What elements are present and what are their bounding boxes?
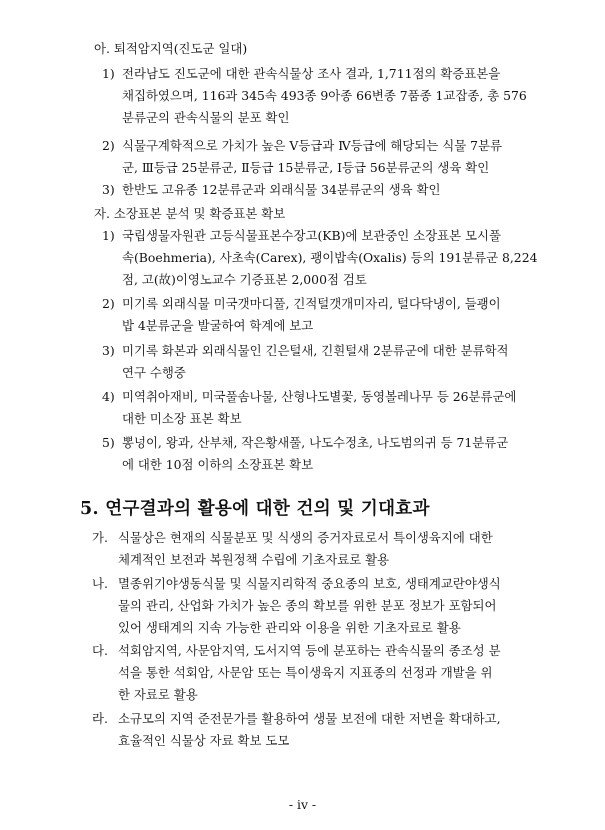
item-text: 전라남도 진도군에 대한 관속식물상 조사 결과, 1,711점의 확증표본을 (122, 66, 501, 81)
item-label: 라. (92, 711, 108, 726)
item-text: 밥 4분류군을 발굴하여 학계에 보고 (122, 318, 314, 333)
item-number: 2) (102, 296, 115, 311)
subsection-heading-a: 아. 퇴적암지역(진도군 일대) (94, 41, 248, 56)
item-text: 미역취아재비, 미국풀솜나물, 산형나도별꽃, 동영볼레나무 등 26분류군에 (122, 389, 517, 404)
item-text: 효율적인 식물상 자료 확보 도모 (118, 733, 290, 748)
item-text: 연구 수행중 (122, 365, 186, 380)
item-number: 3) (102, 343, 115, 358)
item-number: 1) (102, 66, 115, 81)
item-text: 멸종위기야생동식물 및 식물지리학적 중요종의 보호, 생태계교란야생식 (118, 576, 501, 591)
item-text: 에 대한 10점 이하의 소장표본 확보 (122, 457, 314, 472)
item-text: 국립생물자원관 고등식물표본수장고(KB)에 보관중인 소장표본 모시풀 (122, 228, 501, 243)
item-text: 물의 관리, 산업화 가치가 높은 종의 확보를 위한 분포 정보가 포함되어 (118, 598, 497, 613)
item-text: 미기록 화본과 외래식물인 긴은털새, 긴흰털새 2분류군에 대한 분류학적 (122, 343, 509, 358)
item-label: 다. (92, 643, 108, 658)
section-heading: 5. 연구결과의 활용에 대한 건의 및 기대효과 (80, 499, 430, 519)
item-number: 5) (102, 435, 115, 450)
item-text: 있어 생태계의 지속 가능한 관리와 이용을 위한 기초자료로 활용 (118, 620, 461, 635)
item-text: 점, 고(故)이영노교수 기증표본 2,000점 검토 (122, 272, 367, 287)
item-text: 군, Ⅲ등급 25분류군, Ⅱ등급 15분류군, Ⅰ등급 56분류군의 생육 확인 (122, 160, 490, 175)
item-text: 뽕넝이, 왕과, 산부채, 작은황새풀, 나도수정초, 나도범의귀 등 71분류군 (122, 435, 509, 450)
item-text: 체계적인 보전과 복원정책 수립에 기초자료로 활용 (118, 552, 390, 567)
item-text: 석을 통한 석회암, 사문암 또는 특이생육지 지표종의 선정과 개발을 위 (118, 665, 493, 680)
item-text: 식물구계학적으로 가치가 높은 V등급과 Ⅳ등급에 해당되는 식물 7분류 (122, 138, 502, 153)
item-number: 4) (102, 389, 115, 404)
item-label: 나. (92, 576, 108, 591)
item-text: 미기록 외래식물 미국갯마디풀, 긴적털갯개미자리, 털다닥냉이, 들괭이 (122, 296, 501, 311)
item-text: 식물상은 현재의 식물분포 및 식생의 증거자료로서 특이생육지에 대한 (118, 530, 493, 545)
item-number: 3) (102, 182, 115, 197)
item-text: 분류군의 관속식물의 분포 확인 (122, 110, 290, 125)
item-text: 석회암지역, 사문암지역, 도서지역 등에 분포하는 관속식물의 종조성 분 (118, 643, 501, 658)
item-text: 채집하였으며, 116과 345속 493종 9아종 66변종 7품종 1교잡종, 총 576 (122, 88, 527, 103)
item-label: 가. (92, 530, 108, 545)
item-text: 속(Boehmeria), 사초속(Carex), 괭이밥속(Oxalis) 등의 191분류군 8,224 (122, 250, 538, 265)
item-text: 소규모의 지역 준전문가를 활용하여 생물 보전에 대한 저변을 확대하고, (118, 711, 501, 726)
page-number: - iv - (288, 797, 317, 812)
item-number: 2) (102, 138, 115, 153)
item-text: 한반도 고유종 12분류군과 외래식물 34분류군의 생육 확인 (122, 182, 441, 197)
item-text: 한 자료로 활용 (118, 687, 198, 702)
item-text: 대한 미소장 표본 확보 (122, 411, 242, 426)
subsection-heading-ja: 자. 소장표본 분석 및 확증표본 확보 (94, 206, 286, 221)
item-number: 1) (102, 228, 115, 243)
